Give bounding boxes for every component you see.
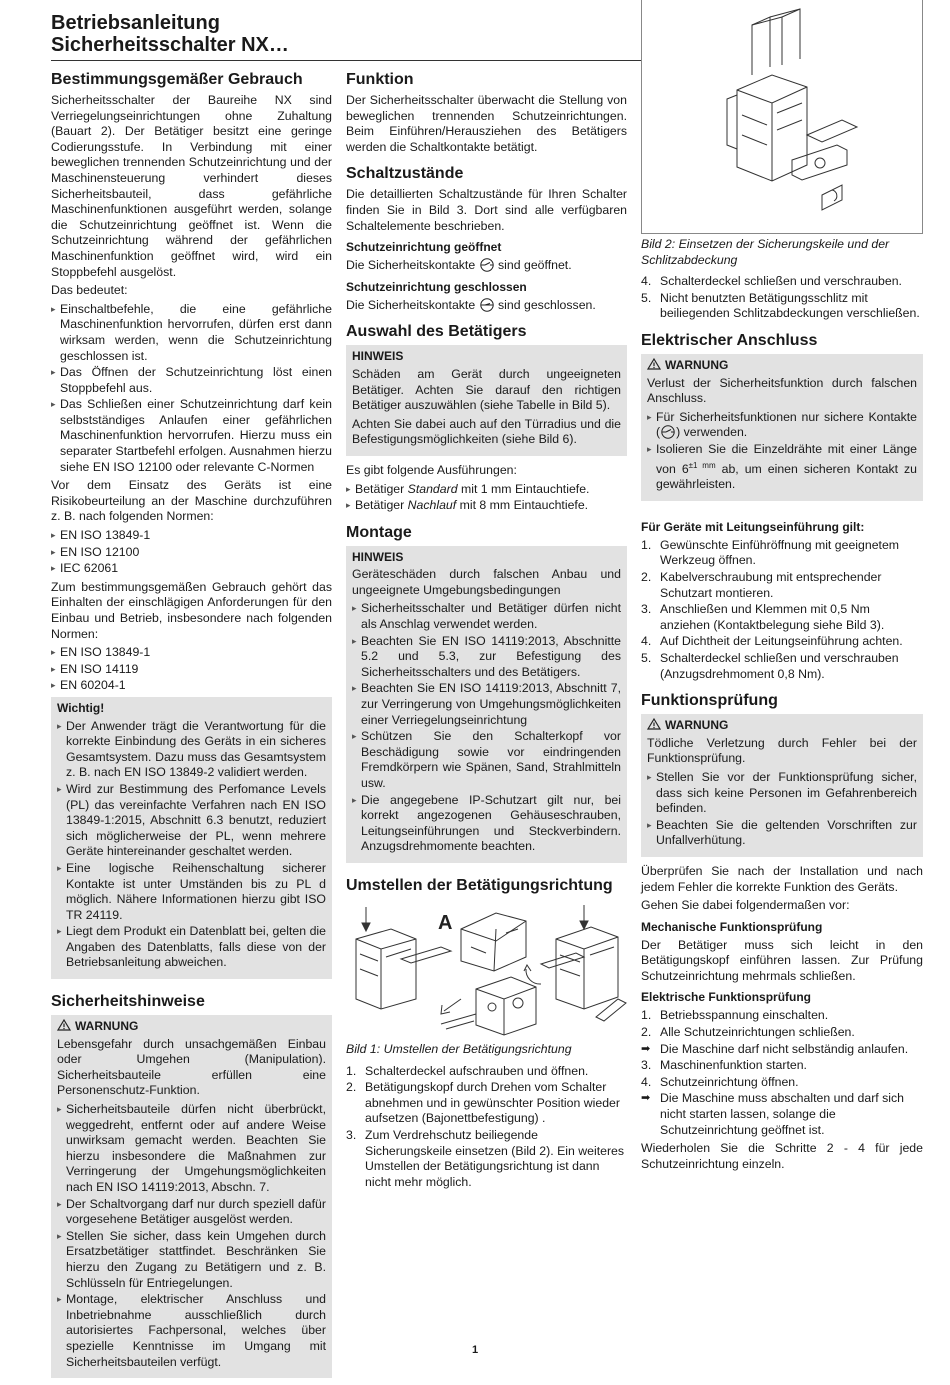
arrow-right-icon: ➡ [641,1092,651,1105]
list-item: 1. Gewünschte Einführöffnung mit geeignetem Werkzeug öffnen. [641,537,900,568]
list-item: 5. Schalterdeckel schließen und verschrauben (Anzugsdrehmoment 0,8 Nm). [641,650,899,681]
warning-box [51,1015,332,1378]
list-item: ▸ Stellen Sie sicher, dass kein Umgehen durch Ersatzbetätiger stattfindet. Beschränken Sie hierzu den Zugang zu Betätigern und z. B. Schlüsseln für Entriegelungen. [57,1229,326,1291]
document-title [51,12,289,56]
numbered-list [641,274,923,322]
safe-contact-icon [660,425,676,439]
warning-label: WARNUNG [665,718,729,733]
list-item: 2. Alle Schutzeinrichtungen schließen. [641,1025,855,1040]
warning-triangle-icon [647,718,661,730]
paragraph: Die Sicherheitskontakte sind geöffnet. [346,258,572,273]
column-right [641,0,923,1175]
section-title: Funktionsprüfung [641,692,778,710]
bullet-list [57,719,326,972]
bullet-list [346,482,627,514]
list-item: ▸ Betätiger Nachlauf mit 8 mm Eintauchtiefe. [346,498,627,514]
list-item: ▸ Das Öffnen der Schutzeinrichtung löst einen Stoppbefehl aus. [51,365,332,396]
safety-wedge-drawing [642,0,924,235]
list-item: ▸ EN ISO 12100 [51,545,332,561]
list-item: ▸ Betätiger Standard mit 1 mm Eintauchtiefe. [346,482,627,498]
section-title: Auswahl des Betätigers [346,323,527,341]
paragraph: Die detaillierten Schaltzustände für Ihren Schalter finden Sie in Bild 3. Dort sind alle verfügbaren Schaltelemente beschrieben. [346,187,627,233]
list-item: ▸ Der Schaltvorgang darf nur durch speziell dafür vorgesehene Betätiger ausgelöst werden. [57,1197,326,1228]
list-item: ▸ Einschaltbefehle, die eine gefährliche Maschinenfunktion hervorrufen, dürfen erst dann wirksam werden, wenn die Schutzeinrichtung geschlossen ist. [51,302,332,364]
list-item: 4. Schutzeinrichtung öffnen. [641,1074,799,1089]
subheading: Schutzeinrichtung geschlossen [346,279,527,294]
paragraph: Zum bestimmungsgemäßen Gebrauch gehört das Einhalten der einschlägigen Anforderungen für den Einbau und Betrieb, insbesondere nach folgenden Normen: [51,579,332,641]
contact-open-icon [479,258,495,272]
warning-triangle-icon [647,358,661,370]
subheading: Schutzeinrichtung geöffnet [346,240,502,255]
list-item: ▸ Stellen Sie vor der Funktionsprüfung sicher, dass sich keine Personen im Gefahrenbereich befinden. [647,770,917,817]
list-item: ▸ EN ISO 13849-1 [51,528,332,544]
paragraph: Der Sicherheitsschalter überwacht die Stellung von beweglichen trennenden Schutzeinrichtungen. Beim Einführen/Herausziehen des Betätigers werden die Schaltkontakte betätigt. [346,93,627,154]
list-item: ▸ Sicherheitsbauteile dürfen nicht überbrückt, weggedreht, entfernt oder auf andere Weise unwirksam gemacht werden. Beachten Sie hierzu insbesondere die Maßnahmen zur Verringerung der Umgehungsmöglichkeiten nach EN ISO 14119:2013, Abschn. 7. [57,1102,326,1196]
list-item: ▸ Für Sicherheitsfunktionen nur sichere Kontakte ( ) verwenden. [647,410,917,441]
list-item: 1. Schalterdeckel aufschrauben und öffnen. [346,1063,589,1078]
list-item: ▸ Beachten Sie die geltenden Vorschriften zur Unfallverhütung. [647,818,917,849]
list-item: 5. Nicht benutzten Betätigungsschlitz mit beiliegenden Schlitzabdeckungen verschließen. [641,290,920,321]
list-item: ▸ Die angegebene IP-Schutzart gilt nur, bei korrekt angezogenen Gehäuseschrauben, Leitungseinführungen und Steckverbindern. Anzugsdrehmomente beachten. [352,793,621,855]
title-line-2: Sicherheitsschalter NX… [51,34,289,56]
warning-label: WARNUNG [75,1019,139,1034]
standards-list [51,645,332,694]
numbered-list [641,1008,923,1138]
bullet-list [352,601,621,855]
list-item: 2. Betätigungskopf durch Drehen vom Schalter abnehmen und in gewünschter Position wieder aufsetzen (Bajonettbefestigung) . [346,1080,620,1126]
figure-1-illustration [346,899,627,1039]
note-box [346,546,627,863]
section-title: Bestimmungsgemäßer Gebrauch [51,71,303,88]
note-heading: HINWEIS [352,549,404,564]
warning-box [641,354,923,501]
numbered-list [346,1064,627,1191]
list-item: ▸ Beachten Sie EN ISO 14119:2013, Abschnitt 7, zur Verringerung von Umgehungsmöglichkeiten einer Verriegelungseinrichtung [352,681,621,728]
list-item: ▸ IEC 62061 [51,561,332,577]
list-item: ▸ Schützen Sie den Schalterkopf vor Beschädigung sowie vor eindringenden Fremdkörpern wie Spänen, Sand, Strahlmitteln usw. [352,729,621,791]
subheading: Mechanische Funktionsprüfung [641,919,823,934]
list-item: ▸ Liegt dem Produkt ein Datenblatt bei, gelten die Angaben des Datenblatts, falls diese von der Betriebsanleitung abweichen. [57,924,326,971]
list-item: 3. Anschließen und Klemmen mit 0,5 Nm anziehen (Kontaktbelegung siehe Bild 3). [641,602,885,632]
bullet-list [647,410,917,493]
warning-heading [647,358,917,374]
paragraph: Wiederholen Sie die Schritte 2 - 4 für jede Schutzeinrichtung einzeln. [641,1141,923,1171]
paragraph: Sicherheitsschalter der Baureihe NX sind Verriegelungseinrichtungen ohne Zuhaltung (Bauart 2). Der Betätiger besitzt eine geringe Codierungsstufe. In Verbindung mit einer beweglichen trennenden Schutzeinrichtung und der Maschinensteuerung verhindert dieses Sicherheitsbauteil, dass gefährliche Maschinenfunktionen ausgeführt werden, solange die Schutzeinrichtung geöffnet ist. Wenn die Schutzeinrichtung während der gefährlichen Maschinenfunktion geöffnet wird, wird ein Stoppbefehl ausgelöst. [51,93,332,279]
paragraph: Schäden am Gerät durch ungeeigneten Betätiger. Achten Sie darauf den richtigen Betätiger auszuwählen (siehe Tabelle in Bild 5). [352,366,621,413]
paragraph: Es gibt folgende Ausführungen: [346,462,517,477]
column-left [51,70,332,1385]
list-item: ▸ Isolieren Sie die Einzeldrähte mit einer Länge von $6^{\pm 1 mm}$ ab, um einen sicheren Kontakt zu gewährleisten. [647,442,917,493]
paragraph: Das bedeutet: [51,283,128,298]
important-heading: Wichtig! [57,700,105,715]
list-item: 4. Auf Dichtheit der Leitungseinführung achten. [641,634,903,649]
list-item: ▸ Montage, elektrischer Anschluss und Inbetriebnahme ausschließlich durch autorisiertes Fachpersonal, welches über spezielle Kenntnisse im Umgang mit Sicherheitsbauteilen verfügt. [57,1292,326,1370]
section-title: Sicherheitshinweise [51,993,205,1011]
paragraph: Lebensgefahr durch unsachgemäßen Einbau oder Umgehen (Manipulation). Sicherheitsbauteile erfüllen eine Personenschutz-Funktion. [57,1036,326,1098]
list-item: ▸ Sicherheitsschalter und Betätiger dürfen nicht als Anschlag verwendet werden. [352,601,621,632]
bullet-list [57,1102,326,1370]
section-title: Montage [346,523,412,541]
list-item: ▸ EN ISO 13849-1 [51,645,332,661]
list-item: 4. Schalterdeckel schließen und verschrauben. [641,274,902,289]
figure-2-illustration [641,0,923,234]
list-item: ▸ Das Schließen einer Schutzeinrichtung darf kein selbstständiges Anlaufen einer gefährlichen Maschinenfunktion hervorrufen. Hierzu muss ein separater Startbefehl erfolgen. Ausnahmen hierzu siehe EN ISO 12100 oder relevante C-Normen [51,397,332,475]
switch-rotation-drawing [346,899,627,1039]
title-line-1: Betriebsanleitung [51,12,220,34]
figure-caption: Bild 1: Umstellen der Betätigungsrichtung [346,1041,572,1056]
warning-heading [57,1019,326,1035]
list-item: ▸ Beachten Sie EN ISO 14119:2013, Abschnitte 5.2 und 5.3, zur Befestigung des Sicherheitsschalters und des Betätigers. [352,634,621,681]
list-item: 2. Kabelverschraubung mit entsprechender Schutzart montieren. [641,570,882,600]
section-title: Funktion [346,71,414,88]
section-title: Elektrischer Anschluss [641,331,818,349]
contact-closed-icon [479,298,495,312]
paragraph: Tödliche Verletzung durch Fehler bei der Funktionsprüfung. [647,735,917,766]
list-item: 3. Zum Verdrehschutz beiliegende Sicherungskeile einsetzen (Bild 2). Ein weiteres Umstellen der Betätigungsrichtung ist dann nicht mehr möglich. [346,1127,625,1189]
arrow-right-icon: ➡ [641,1042,651,1055]
list-item: 3. Maschinenfunktion starten. [641,1058,807,1073]
paragraph: Vor dem Einsatz des Geräts ist eine Risikobeurteilung an der Maschine durchzuführen z. B. nach folgenden Normen: [51,478,332,524]
page-number: 1 [471,1344,479,1356]
note-heading: HINWEIS [352,349,404,364]
list-item: ➡ Die Maschine muss abschalten und darf sich nicht starten lassen, solange die Schutzeinrichtung geöffnet ist. [641,1091,905,1137]
figure-caption: Bild 2: Einsetzen der Sicherungskeile und der Schlitzabdeckung [641,237,890,267]
warning-label: WARNUNG [665,357,729,372]
paragraph: Verlust der Sicherheitsfunktion durch falschen Anschluss. [647,375,917,406]
warning-box [641,714,923,857]
subheading: Elektrische Funktionsprüfung [641,990,812,1005]
section-title: Schaltzustände [346,165,464,183]
important-box [51,697,332,979]
list-item: ▸ Der Anwender trägt die Verantwortung für die korrekte Einbindung des Geräts in ein sicheres Gesamtsystem. Dazu muss das Gesamtsystem z. B. nach EN ISO 13849-2 validiert werden. [57,719,326,781]
list-item: ▸ Wird zur Bestimmung des Perfomance Levels (PL) das vereinfachte Verfahren nach EN ISO 13849-1:2015, Abschnitt 6.3 benutzt, reduziert sich möglicherweise der PL, wenn mehrere Geräte hintereinander geschaltet werden. [57,782,326,860]
subheading: Für Geräte mit Leitungseinführung gilt: [641,519,865,534]
numbered-list [641,538,923,682]
list-item: ➡ Die Maschine darf nicht selbständig anlaufen. [641,1041,909,1056]
paragraph: Überprüfen Sie nach der Installation und nach jedem Fehler die korrekte Funktion des Geräts. [641,863,923,894]
list-item: ▸ EN 60204-1 [51,678,332,694]
bullet-list [647,770,917,849]
figure-1-label-a: A [438,911,453,934]
paragraph: Die Sicherheitskontakte sind geschlossen. [346,297,596,312]
column-middle [346,70,627,1193]
paragraph: Achten Sie dabei auch auf den Türradius und die Befestigungsmöglichkeiten (siehe Bild 6). [352,416,621,447]
note-box [346,345,627,456]
bullet-list [51,302,332,476]
list-item: 1. Betriebsspannung einschalten. [641,1008,829,1023]
standards-list [51,528,332,577]
list-item: ▸ EN ISO 14119 [51,662,332,678]
warning-heading [647,718,917,734]
paragraph: Gehen Sie dabei folgendermaßen vor: [641,898,850,913]
paragraph: Geräteschäden durch falschen Anbau und ungeeignete Umgebungsbedingungen [352,567,621,597]
list-item: ▸ Eine logische Reihenschaltung sicherer Kontakte ist unter Umständen bis zu PL d möglich. Nähere Informationen hierzu gibt ISO TR 24119. [57,861,326,923]
section-title: Umstellen der Betätigungsrichtung [346,876,613,894]
warning-triangle-icon [57,1019,71,1031]
paragraph: Der Betätiger muss sich leicht in den Betätigungskopf einführen lassen. Zur Prüfung Schutzeinrichtung mehrmals schließen. [641,937,923,983]
